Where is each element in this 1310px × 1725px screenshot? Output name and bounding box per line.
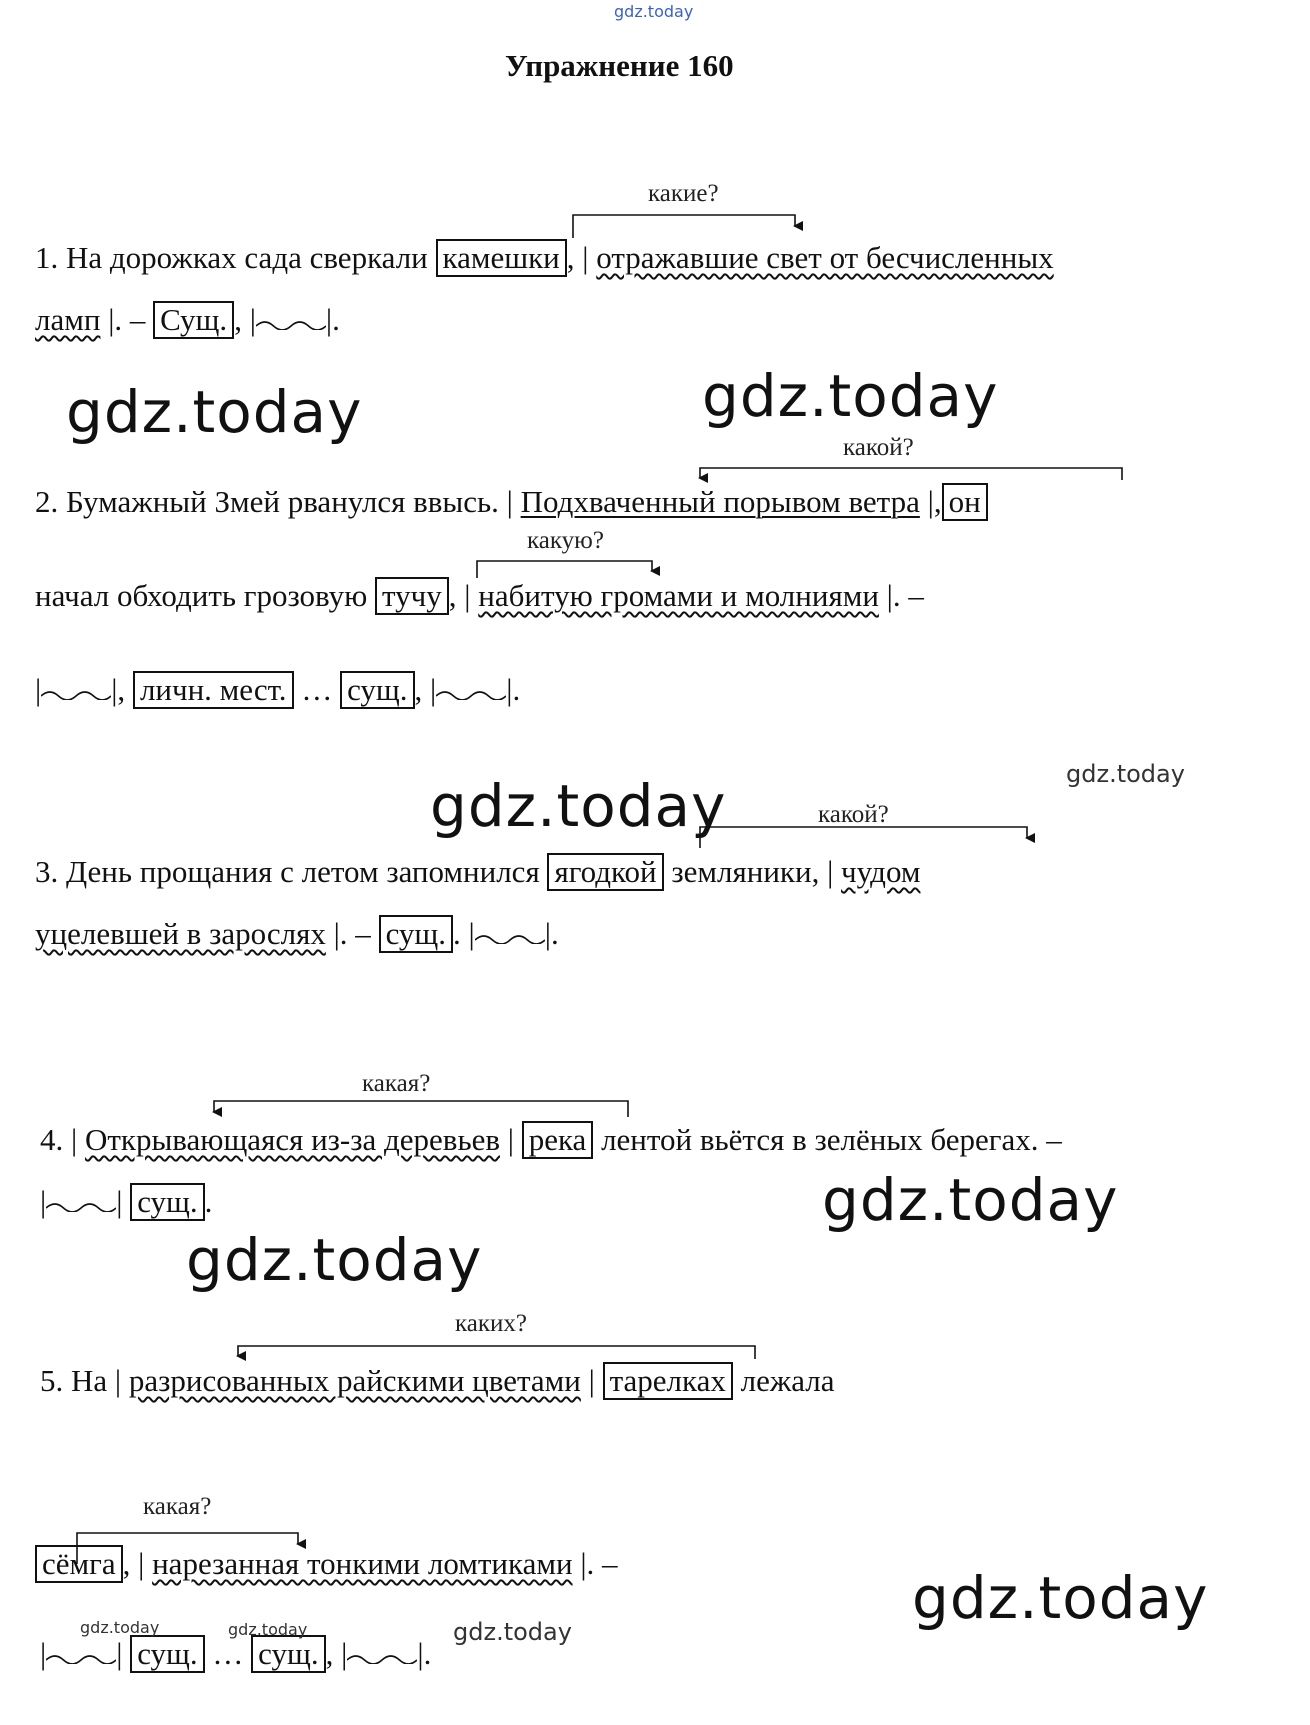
separator: , | bbox=[122, 1546, 145, 1581]
scheme-noun: Сущ. bbox=[153, 301, 234, 339]
scheme-dots: … bbox=[301, 672, 333, 707]
arrow-s3 bbox=[700, 827, 1027, 848]
sentence-text: лежала bbox=[740, 1363, 835, 1398]
scheme-separator: |, bbox=[111, 672, 126, 707]
sentence-1-line-1 bbox=[35, 238, 1054, 278]
watermark: gdz.today bbox=[1066, 760, 1185, 788]
watermark: gdz.today bbox=[702, 362, 999, 430]
sentence-text: начал обходить грозовую bbox=[35, 578, 368, 613]
sentence-number: 1. bbox=[35, 240, 59, 275]
page-title: Упражнение 160 bbox=[505, 48, 734, 83]
noun-box: камешки bbox=[436, 239, 567, 277]
wavy-line-icon bbox=[256, 316, 326, 330]
noun-box: река bbox=[522, 1121, 594, 1159]
scheme-start: | bbox=[40, 1636, 47, 1671]
question-s3: какой? bbox=[818, 801, 889, 828]
wavy-line-icon bbox=[41, 686, 111, 700]
scheme-end: |. bbox=[325, 302, 340, 337]
scheme-separator: | bbox=[116, 1184, 123, 1219]
separator: , | bbox=[448, 578, 471, 613]
participle-phrase-end: уцелевшей в зарослях bbox=[35, 916, 326, 951]
separator: , | bbox=[566, 240, 589, 275]
arrow-s4 bbox=[214, 1101, 628, 1117]
participle-phrase: нарезанная тонкими ломтиками bbox=[152, 1546, 573, 1581]
participle-phrase: Открывающаяся из-за деревьев bbox=[84, 1122, 500, 1157]
sentence-3-line-2 bbox=[35, 914, 559, 954]
watermark: gdz.today bbox=[186, 1226, 483, 1294]
arrow-s1 bbox=[573, 215, 795, 238]
watermark: gdz.today bbox=[912, 1564, 1209, 1632]
scheme-noun: сущ. bbox=[130, 1635, 204, 1673]
wavy-line-icon bbox=[347, 1650, 417, 1664]
participle-phrase-end: ламп bbox=[35, 302, 101, 337]
sentence-5-line-2 bbox=[35, 1544, 618, 1584]
question-s5-2: какая? bbox=[143, 1493, 212, 1520]
watermark: gdz.today bbox=[228, 1620, 308, 1639]
sentence-number: 2. bbox=[35, 484, 59, 519]
separator: |, bbox=[927, 484, 942, 519]
participle-phrase: чудом bbox=[841, 854, 921, 889]
sentence-3-line-1 bbox=[35, 852, 920, 892]
sentence-5-scheme bbox=[40, 1634, 431, 1674]
wavy-line-icon bbox=[46, 1198, 116, 1212]
scheme-noun: сущ. bbox=[251, 1635, 325, 1673]
participle-phrase: разрисованных райскими цветами bbox=[128, 1363, 581, 1398]
scheme-noun: сущ. bbox=[340, 671, 414, 709]
wavy-line-icon bbox=[436, 686, 506, 700]
separator: |. – bbox=[580, 1546, 618, 1581]
scheme-end: |. bbox=[506, 672, 521, 707]
sentence-1-line-2 bbox=[35, 300, 340, 340]
sentence-text: На дорожках сада сверкали bbox=[66, 240, 428, 275]
noun-box: тучу bbox=[375, 577, 449, 615]
separator: |. – bbox=[886, 578, 924, 613]
separator: | bbox=[507, 1122, 514, 1157]
sentence-text: земляники, | bbox=[671, 854, 834, 889]
scheme-noun: сущ. bbox=[130, 1183, 204, 1221]
scheme-separator: , | bbox=[325, 1636, 348, 1671]
scheme-noun: сущ. bbox=[379, 915, 453, 953]
scheme-start: | bbox=[40, 1184, 47, 1219]
sentence-number: 4. | bbox=[40, 1122, 78, 1157]
separator: |. – bbox=[333, 916, 371, 951]
question-s5-1: каких? bbox=[455, 1310, 527, 1337]
noun-box: сёмга bbox=[35, 1545, 123, 1583]
scheme-start: | bbox=[35, 672, 42, 707]
scheme-pronoun: личн. мест. bbox=[133, 671, 294, 709]
arrow-s2a bbox=[700, 468, 1122, 480]
sentence-2-scheme bbox=[35, 670, 520, 710]
scheme-end: |. bbox=[544, 916, 559, 951]
question-s4: какая? bbox=[362, 1070, 431, 1097]
question-s2-2: какую? bbox=[527, 527, 604, 554]
sentence-2-line-1 bbox=[35, 482, 988, 522]
question-s1: какие? bbox=[648, 180, 719, 207]
participle-phrase: набитую громами и молниями bbox=[478, 578, 879, 613]
scheme-dots: … bbox=[212, 1636, 244, 1671]
wavy-line-icon bbox=[46, 1650, 116, 1664]
scheme-separator: , | bbox=[234, 302, 256, 337]
sentence-text: Бумажный Змей рванулся ввысь. | bbox=[66, 484, 513, 519]
scheme-separator: | bbox=[116, 1636, 123, 1671]
participle-phrase: отражавшие свет от бесчисленных bbox=[596, 240, 1054, 275]
scheme-end: . bbox=[204, 1184, 213, 1219]
watermark: gdz.today bbox=[430, 772, 727, 840]
question-s2-1: какой? bbox=[843, 434, 914, 461]
sentence-4-scheme bbox=[40, 1182, 212, 1222]
arrow-s5a bbox=[238, 1346, 755, 1359]
sentence-5-line-1 bbox=[40, 1361, 835, 1401]
separator: |. – bbox=[108, 302, 146, 337]
scheme-end: |. bbox=[417, 1636, 432, 1671]
sentence-text: День прощания с летом запомнился bbox=[66, 854, 540, 889]
watermark: gdz.today bbox=[453, 1618, 572, 1646]
noun-box: ягодкой bbox=[547, 853, 663, 891]
watermark: gdz.today bbox=[822, 1166, 1119, 1234]
scheme-separator: , | bbox=[414, 672, 437, 707]
watermark: gdz.today bbox=[66, 378, 363, 446]
sentence-number: 5. На | bbox=[40, 1363, 122, 1398]
sentence-text: лентой вьётся в зелёных берегах. – bbox=[601, 1122, 1062, 1157]
noun-box: тарелках bbox=[603, 1362, 733, 1400]
pronoun-box: он bbox=[942, 483, 988, 521]
watermark: gdz.today bbox=[80, 1618, 160, 1637]
scheme-separator: . | bbox=[453, 916, 475, 951]
sentence-number: 3. bbox=[35, 854, 59, 889]
sentence-2-line-2 bbox=[35, 576, 924, 616]
top-watermark: gdz.today bbox=[614, 2, 694, 21]
participle-phrase: Подхваченный порывом ветра bbox=[520, 484, 920, 519]
sentence-4-line-1 bbox=[40, 1120, 1062, 1160]
separator: | bbox=[588, 1363, 595, 1398]
wavy-line-icon bbox=[475, 930, 545, 944]
